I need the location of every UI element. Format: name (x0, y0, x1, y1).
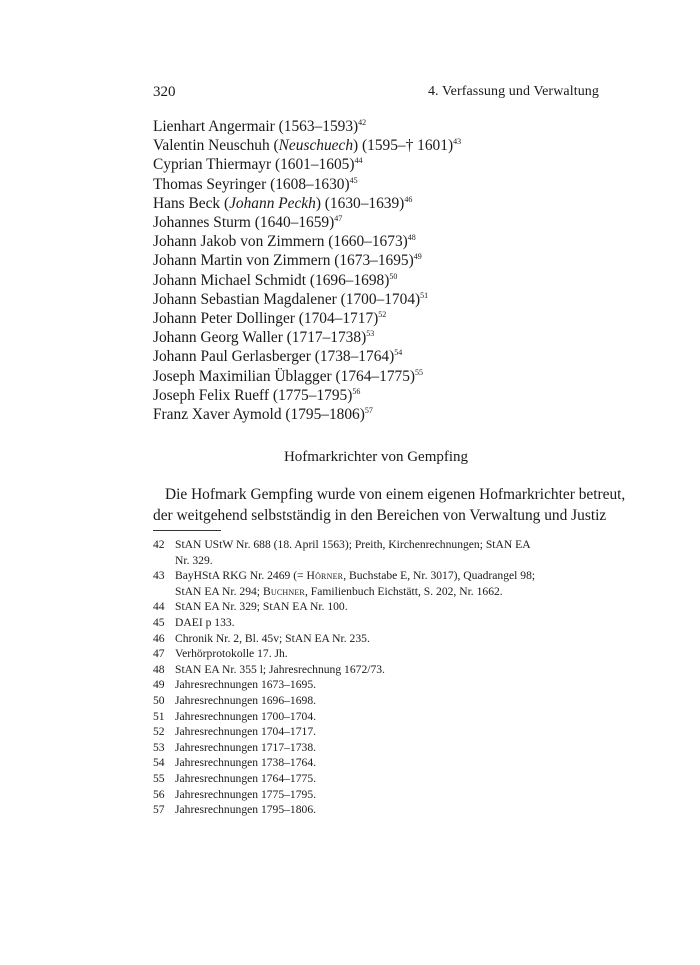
footnote-ref[interactable]: 44 (354, 156, 363, 166)
footnote-number: 49 (153, 678, 165, 692)
official-entry (153, 405, 599, 424)
footnote-number: 53 (153, 740, 165, 754)
footnote-text: Jahresrechnungen 1738–1764. (175, 756, 317, 770)
official-name: Franz Xaver Aymold (1795–1806) (153, 406, 365, 424)
footnote-ref[interactable]: 48 (407, 233, 416, 243)
footnote (153, 724, 599, 740)
official-name: Joseph Maximilian Üblagger (1764–1775) (153, 367, 416, 385)
footnote-ref[interactable]: 50 (389, 271, 398, 281)
footnote-ref[interactable]: 54 (394, 348, 403, 358)
footnote-number: 50 (153, 693, 165, 707)
footnote-text: BayHStA RKG Nr. 2469 (= Hörner, Buchstabe E, Nr. 3017), Quadrangel 98; (175, 569, 536, 583)
footnote-text: Jahresrechnungen 1704–1717. (175, 725, 317, 739)
body-line: der weitgehend selbstständig in den Bereichen von Verwaltung und Justiz (153, 507, 607, 524)
official-dates: ) (1630–1639) (315, 194, 405, 212)
footnote-text: Jahresrechnungen 1700–1704. (175, 709, 317, 723)
footnote (153, 662, 599, 678)
footnote (153, 771, 599, 787)
official-entry (153, 155, 599, 174)
author-name: Buchner (262, 584, 305, 598)
footnote-number: 47 (153, 647, 165, 661)
page-number: 320 (153, 84, 176, 100)
footnote-ref[interactable]: 51 (420, 290, 429, 300)
footnote-text: StAN EA Nr. 329; StAN EA Nr. 100. (175, 600, 348, 614)
footnote (153, 693, 599, 709)
official-name: Hans Beck ( (153, 194, 230, 212)
official-alt-name: Neuschuech (278, 137, 354, 155)
footnote-number: 52 (153, 725, 165, 739)
footnote (153, 599, 599, 615)
footnote (153, 787, 599, 803)
footnote-ref[interactable]: 56 (352, 386, 361, 396)
footnote-number: 51 (153, 709, 165, 723)
footnote-ref[interactable]: 47 (334, 214, 343, 224)
official-entry (153, 328, 599, 347)
footnote (153, 755, 599, 771)
footnote (153, 709, 599, 725)
section-heading: Hofmarkrichter von Gempfing (283, 449, 469, 465)
official-entry (153, 347, 599, 366)
official-entry (153, 386, 599, 405)
official-entry (153, 309, 599, 328)
footnote (153, 740, 599, 756)
footnote-number: 54 (153, 756, 165, 770)
official-entry (153, 136, 599, 155)
officials-list (153, 117, 599, 424)
official-entry (153, 213, 599, 232)
footnote (153, 615, 599, 631)
footnote-number: 55 (153, 771, 165, 785)
official-name: Johannes Sturm (1640–1659) (153, 214, 335, 232)
footnote-ref[interactable]: 42 (358, 118, 367, 127)
official-entry (153, 290, 599, 309)
official-name: Lienhart Angermair (1563–1593) (153, 118, 359, 135)
official-alt-name: Johann Peckh (229, 194, 316, 212)
footnote-text: Chronik Nr. 2, Bl. 45v; StAN EA Nr. 235. (175, 631, 370, 645)
footnote-text: DAEI p 133. (175, 615, 235, 629)
footnote-number: 45 (153, 615, 165, 629)
official-name: Johann Sebastian Magdalener (1700–1704) (153, 290, 421, 308)
official-entry (153, 232, 599, 251)
page-header (153, 84, 599, 104)
footnote-ref[interactable]: 52 (378, 310, 387, 320)
footnote-number: 46 (153, 631, 165, 645)
footnote-ref[interactable]: 49 (413, 252, 422, 262)
footnote-ref[interactable]: 45 (349, 175, 358, 185)
footnote (153, 646, 599, 662)
footnote-text: Jahresrechnungen 1717–1738. (175, 740, 317, 754)
footnote-number: 42 (153, 538, 165, 551)
footnote-ref[interactable]: 43 (453, 137, 462, 147)
official-name: Johann Paul Gerlasberger (1738–1764) (153, 348, 395, 366)
official-name: Johann Michael Schmidt (1696–1698) (153, 271, 390, 289)
running-head: 4. Verfassung und Verwaltung (427, 84, 599, 99)
footnote-number: 56 (153, 787, 165, 801)
footnote-text: Jahresrechnungen 1764–1775. (175, 771, 317, 785)
footnote-text: StAN EA Nr. 294; Buchner, Familienbuch Eichstätt, S. 202, Nr. 1662. (175, 584, 503, 598)
footnote (153, 631, 599, 647)
footnote-number: 43 (153, 569, 165, 583)
official-name: Johann Peter Dollinger (1704–1717) (153, 310, 379, 328)
footnote-ref[interactable]: 53 (366, 329, 375, 339)
footnote-text: Nr. 329. (175, 553, 213, 567)
official-entry (153, 271, 599, 290)
footnote (153, 677, 599, 693)
footnote-ref[interactable]: 55 (415, 367, 424, 377)
footnote-text: StAN UStW Nr. 688 (18. April 1563); Preith, Kirchenrechnungen; StAN EA (175, 538, 531, 551)
footnote (153, 568, 599, 599)
footnote-ref[interactable]: 57 (364, 406, 373, 416)
body-paragraph (153, 484, 626, 526)
footnote-text: Jahresrechnungen 1696–1698. (175, 693, 317, 707)
official-dates: ) (1595–† 1601) (353, 137, 454, 155)
footnote-number: 44 (153, 600, 165, 614)
footnote-text: StAN EA Nr. 355 l; Jahresrechnung 1672/73. (175, 662, 385, 676)
footnote (153, 537, 599, 568)
official-name: Valentin Neuschuh ( (153, 137, 279, 155)
official-entry (153, 367, 599, 386)
official-name: Johann Martin von Zimmern (1673–1695) (153, 252, 414, 270)
official-entry (153, 251, 599, 270)
footnotes-list (153, 537, 599, 818)
footnote-ref[interactable]: 46 (404, 194, 413, 204)
footnote (153, 802, 599, 818)
footnote-text: Verhörprotokolle 17. Jh. (175, 647, 288, 661)
footnote-text: Jahresrechnungen 1673–1695. (175, 678, 317, 692)
official-name: Thomas Seyringer (1608–1630) (153, 175, 350, 193)
footnote-number: 57 (153, 803, 165, 817)
footnote-text: Jahresrechnungen 1775–1795. (175, 787, 317, 801)
official-entry (153, 175, 599, 194)
footnote-number: 48 (153, 662, 165, 676)
footnote-text: Jahresrechnungen 1795–1806. (175, 803, 317, 817)
official-name: Joseph Felix Rueff (1775–1795) (153, 386, 353, 404)
official-name: Johann Georg Waller (1717–1738) (153, 329, 367, 347)
official-name: Cyprian Thiermayr (1601–1605) (153, 156, 355, 174)
footnote-rule (153, 530, 221, 531)
official-entry (153, 117, 599, 136)
official-entry (153, 194, 599, 213)
official-name: Johann Jakob von Zimmern (1660–1673) (153, 233, 408, 251)
body-line: Die Hofmark Gempfing wurde von einem eigenen Hofmarkrichter betreut, (165, 486, 626, 503)
author-name: Hörner (306, 569, 344, 583)
